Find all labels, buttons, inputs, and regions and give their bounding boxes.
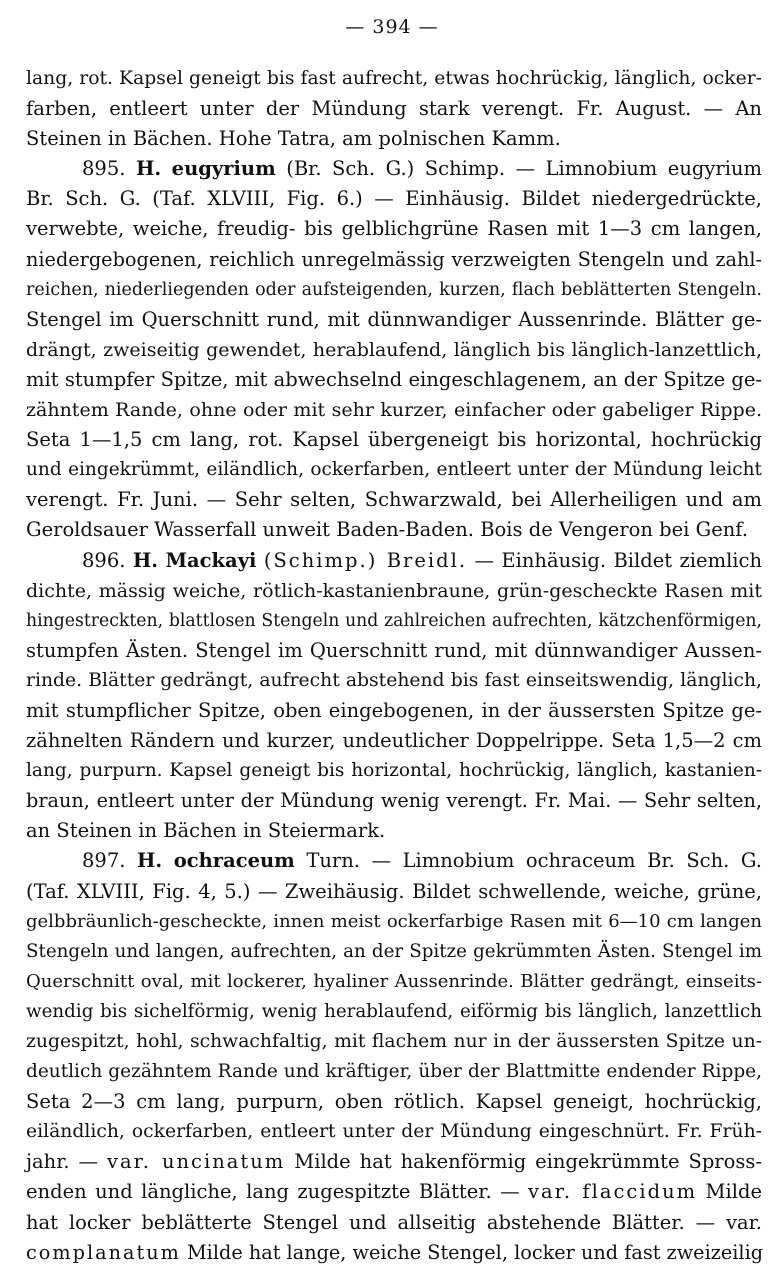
entry-text: Milde	[705, 1180, 763, 1204]
text-line: rinde. Blätter gedrängt, aufrecht abstehend bis fast einseitswendig, länglich,	[26, 669, 762, 691]
page-number: — 394 —	[345, 16, 439, 38]
species-name: Mackayi	[165, 548, 257, 572]
text-line: gelbbräunlich-gescheckte, innen meist ockerfarbige Rasen mit 6—10 cm langen	[26, 910, 762, 932]
text-line: (Taf. XLVIII, Fig. 4, 5.) — Zweihäusig. Bildet schwellende, weiche, grüne,	[26, 879, 762, 903]
variety-line	[26, 1177, 762, 1207]
entry-896-heading	[26, 546, 762, 576]
species-name: eugyrium	[171, 157, 276, 181]
text-line: mit stumpflicher Spitze, oben eingebogenen, in der äussersten Spitze ge-	[26, 698, 762, 722]
entry-number: 897.	[82, 849, 126, 873]
text-line: Seta 2—3 cm lang, purpurn, oben rötlich. Kapsel geneigt, hochrückig,	[26, 1090, 762, 1114]
text-line: zähntem Rande, ohne oder mit sehr kurzer, einfacher oder gabeliger Rippe.	[26, 399, 762, 422]
text-line: mit stumpfer Spitze, mit abwechselnd eingeschlagenem, an der Spitze ge-	[26, 367, 762, 391]
text-line: an Steinen in Bächen in Steiermark.	[26, 819, 386, 843]
species-name: ochraceum	[173, 849, 295, 873]
entry-text: Milde hat lange, weiche Stengel, locker und fast zweizeilig	[186, 1240, 764, 1264]
entry-number: 895.	[82, 157, 126, 181]
genus-abbrev: H.	[132, 548, 159, 572]
text-line: Seta 1—1,5 cm lang, rot. Kapsel übergeneigt bis horizontal, hochrückig	[26, 428, 762, 452]
text-line: dichte, mässig weiche, rötlich-kastanienbraune, grün-gescheckte Rasen mit	[26, 579, 762, 602]
variety-line	[26, 1147, 762, 1177]
text-line: hat locker beblätterte Stengel und allseitig abstehende Blätter. — var.	[26, 1210, 762, 1234]
text-line: drängt, zweiseitig gewendet, herablaufend, länglich bis länglich-lanzettlich,	[26, 338, 762, 361]
text-line: farben, entleert unter der Mündung stark verengt. Fr. August. — An	[26, 97, 762, 121]
genus-abbrev: H.	[136, 849, 163, 873]
text-line: stumpfen Ästen. Stengel im Querschnitt rund, mit dünnwandiger Aussen-	[26, 638, 762, 662]
entry-text: enden und längliche, lang zugespitzte Blätter. —	[26, 1180, 520, 1204]
text-line: und eingekrümmt, eiländlich, ockerfarben, entleert unter der Mündung leicht	[26, 459, 762, 481]
authority: (Br. Sch. G.) Schimp. — Limnobium eugyrium	[286, 157, 763, 181]
text-line: Steinen in Bächen. Hohe Tatra, am polnischen Kamm.	[26, 127, 561, 151]
variety-name: var. uncinatum	[106, 1150, 286, 1174]
text-line: zugespitzt, hohl, schwachfaltig, mit flachem nur in der äussersten Spitze un-	[26, 1031, 762, 1052]
entry-text: — Einhäusig. Bildet ziemlich	[474, 548, 763, 572]
entry-number: 896.	[82, 548, 126, 572]
variety-name: var. flaccidum	[528, 1180, 698, 1204]
authority: Turn. — Limnobium ochraceum Br. Sch. G.	[306, 849, 762, 873]
text-line: niedergebogenen, reichlich unregelmässig verzweigten Stengeln und zahl-	[26, 247, 762, 271]
genus-abbrev: H.	[135, 157, 162, 181]
variety-name: complanatum	[26, 1240, 181, 1264]
text-line: braun, entleert unter der Mündung wenig verengt. Fr. Mai. — Sehr selten,	[26, 789, 762, 813]
text-line: Stengel im Querschnitt rund, mit dünnwandiger Aussenrinde. Blätter ge-	[26, 307, 762, 331]
text-line: eiländlich, ockerfarben, entleert unter der Mündung eingeschnürt. Fr. Früh-	[26, 1121, 762, 1143]
entry-text: jahr. —	[26, 1150, 99, 1174]
text-line: Stengeln und langen, aufrechten, an der Spitze gekrümmten Ästen. Stengel im	[26, 940, 762, 962]
text-line: Querschnitt oval, mit lockerer, hyaliner Aussenrinde. Blätter gedrängt, einseits-	[26, 970, 762, 992]
text-line: Br. Sch. G. (Taf. XLVIII, Fig. 6.) — Einhäusig. Bildet niedergedrückte,	[26, 187, 762, 211]
variety-line	[26, 1238, 762, 1268]
text-line: hingestreckten, blattlosen Stengeln und zahlreichen aufrechten, kätzchenförmigen,	[26, 610, 762, 631]
authority: (Schimp.) Breidl.	[263, 548, 468, 572]
text-line: Geroldsauer Wasserfall unweit Baden-Baden. Bois de Vengeron bei Genf.	[26, 518, 749, 542]
text-line: wendig bis sichelförmig, wenig herablaufend, eiförmig bis länglich, lanzettlich	[26, 1000, 762, 1022]
text-line: zähnelten Rändern und kurzer, undeutlicher Doppelrippe. Seta 1,5—2 cm	[26, 729, 762, 753]
text-line: verwebte, weiche, freudig- bis gelblichgrüne Rasen mit 1—3 cm langen,	[26, 217, 762, 241]
entry-897-heading	[26, 846, 762, 876]
entry-text: Milde hat hakenförmig eingekrümmte Spross-	[294, 1150, 762, 1174]
body-text	[26, 64, 762, 1268]
text-line: reichen, niederliegenden oder aufsteigenden, kurzen, flach beblätterten Stengeln.	[26, 279, 762, 300]
entry-895-heading	[26, 154, 762, 184]
text-line: verengt. Fr. Juni. — Sehr selten, Schwarzwald, bei Allerheiligen und am	[26, 488, 762, 512]
text-line: deutlich gezähntem Rande und kräftiger, über der Blattmitte endender Rippe,	[26, 1061, 762, 1083]
text-line: lang, rot. Kapsel geneigt bis fast aufrecht, etwas hochrückig, länglich, ocker-	[26, 68, 762, 89]
text-line: lang, purpurn. Kapsel geneigt bis horizontal, hochrückig, länglich, kastanien-	[26, 760, 762, 782]
